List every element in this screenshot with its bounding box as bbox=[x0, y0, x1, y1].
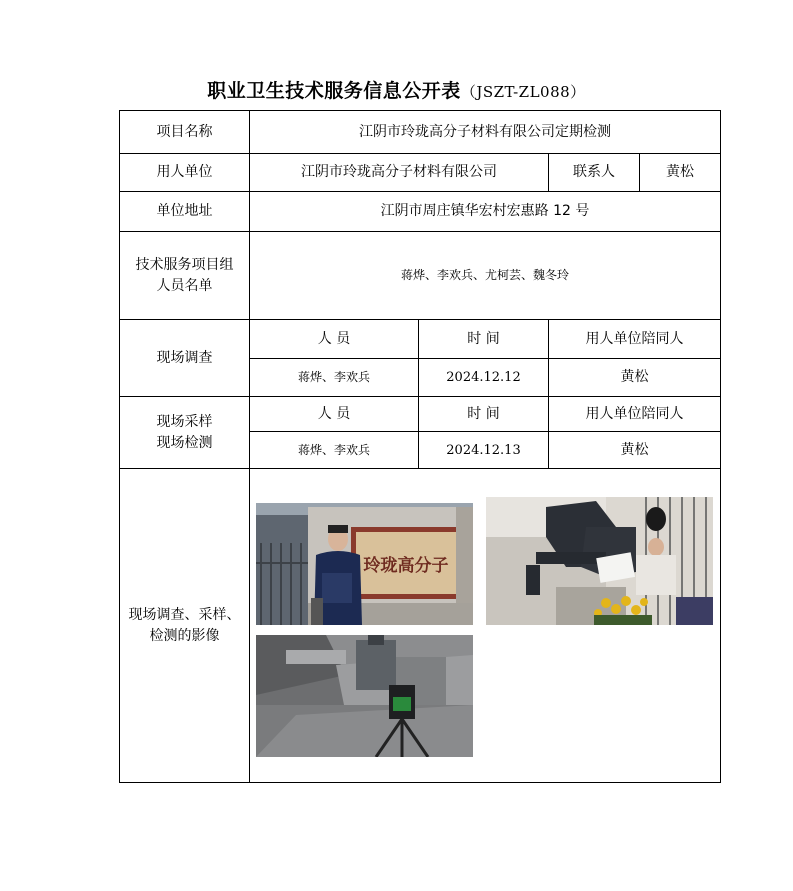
survey-col-personnel: 人 员 bbox=[250, 320, 419, 359]
sampling-label bbox=[120, 397, 250, 469]
images-label-line2: 检测的影像 bbox=[149, 627, 220, 644]
survey-time: 2024.12.12 bbox=[419, 359, 549, 397]
row-survey-header bbox=[120, 320, 721, 359]
team-label-line1: 技术服务项目组 bbox=[135, 256, 234, 273]
images-label-line1: 现场调查、采样、 bbox=[128, 606, 241, 623]
team-label-line2: 人员名单 bbox=[156, 277, 213, 294]
contact-label: 联系人 bbox=[549, 154, 640, 192]
photo-documents bbox=[486, 497, 713, 625]
info-table bbox=[119, 110, 721, 783]
project-label: 项目名称 bbox=[120, 111, 250, 154]
photo-sign bbox=[256, 503, 473, 625]
row-project bbox=[120, 111, 721, 154]
row-images bbox=[120, 469, 721, 783]
team-label bbox=[120, 232, 250, 320]
title-main: 职业卫生技术服务信息公开表 bbox=[207, 80, 461, 102]
employer-label: 用人单位 bbox=[120, 154, 250, 192]
address-label: 单位地址 bbox=[120, 192, 250, 232]
images-label bbox=[120, 469, 250, 783]
photo-grid bbox=[250, 469, 720, 782]
sampling-companion: 黄松 bbox=[549, 432, 721, 469]
row-sampling-header bbox=[120, 397, 721, 432]
contact-value: 黄松 bbox=[640, 154, 721, 192]
photo-meter bbox=[256, 635, 473, 757]
sampling-time: 2024.12.13 bbox=[419, 432, 549, 469]
survey-companion: 黄松 bbox=[549, 359, 721, 397]
images-cell bbox=[250, 469, 721, 783]
survey-col-time: 时 间 bbox=[419, 320, 549, 359]
project-value: 江阴市玲珑高分子材料有限公司定期检测 bbox=[250, 111, 721, 154]
team-value: 蒋烨、李欢兵、尤柯芸、魏冬玲 bbox=[250, 232, 721, 320]
row-employer bbox=[120, 154, 721, 192]
sampling-label-line1: 现场采样 bbox=[156, 413, 213, 430]
sign-text: 玲珑高分子 bbox=[363, 556, 449, 576]
address-value: 江阴市周庄镇华宏村宏惠路 12 号 bbox=[250, 192, 721, 232]
row-address bbox=[120, 192, 721, 232]
title-code: （JSZT-ZL088） bbox=[460, 83, 586, 101]
sampling-col-companion: 用人单位陪同人 bbox=[549, 397, 721, 432]
survey-label: 现场调查 bbox=[120, 320, 250, 397]
survey-personnel: 蒋烨、李欢兵 bbox=[250, 359, 419, 397]
survey-col-companion: 用人单位陪同人 bbox=[549, 320, 721, 359]
sampling-col-personnel: 人 员 bbox=[250, 397, 419, 432]
employer-value: 江阴市玲珑高分子材料有限公司 bbox=[250, 154, 549, 192]
page-title bbox=[0, 76, 793, 103]
sampling-personnel: 蒋烨、李欢兵 bbox=[250, 432, 419, 469]
sampling-label-line2: 现场检测 bbox=[156, 434, 213, 451]
row-team bbox=[120, 232, 721, 320]
sampling-col-time: 时 间 bbox=[419, 397, 549, 432]
